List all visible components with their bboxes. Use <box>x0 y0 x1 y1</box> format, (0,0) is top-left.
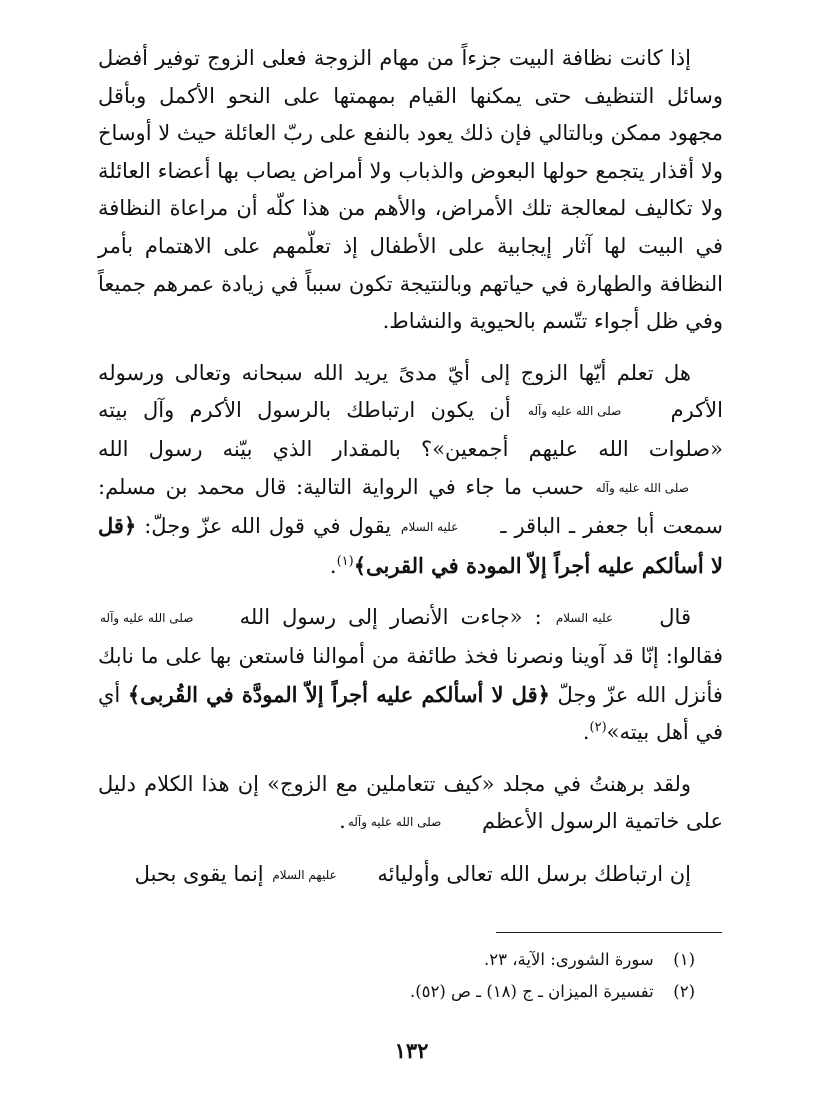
p5-text-a: إن ارتباطك برسل الله تعالى وأوليائه <box>377 861 691 886</box>
page-body <box>98 40 723 908</box>
footnote-number: (٢) <box>673 982 695 1001</box>
p2-text-a: هل تعلم أيّها الزوج إلى أيّ مدىً يريد الله سبحانه وتعالى ورسوله الأكرم <box>98 360 723 423</box>
footnote-number: (١) <box>673 950 695 969</box>
imams-honorific-icon: عليهم السلام <box>272 867 337 882</box>
p3-text-c: فقالوا: إنّا قد آوينا ونصرنا فخذ طائفة من أموالنا فاستعن بها على ما نابك فأنزل الله عزّ وجلّ <box>98 643 723 707</box>
paragraph-finality <box>98 766 723 842</box>
p2-text-c: حسب ما جاء في الرواية التالية: قال محمد بن مسلم: سمعت أبا جعفر ـ الباقر ـ <box>98 474 723 539</box>
footnote-separator <box>496 932 722 933</box>
p2-end: . <box>329 553 337 578</box>
footnote-item <box>98 944 723 976</box>
prophet-honorific-icon: صلى الله عليه وآله <box>527 404 622 419</box>
prophet-honorific-icon: صلى الله عليه وآله <box>100 611 194 626</box>
quran-quote: ﴿قل لا أسألكم عليه أجراً إلاّ المودة في القربى﴾ <box>98 513 723 578</box>
p2-text-b: أن يكون ارتباطك بالرسول الأكرم وآل بيته «صلوات الله عليهم أجمعين»؟ بالمقدار الذي بيّنه رسول الله <box>98 398 723 461</box>
footnotes <box>98 944 723 1008</box>
p2-text-d: يقول في قول الله عزّ وجلّ: <box>144 514 392 539</box>
footnote-ref-1[interactable]: (١) <box>336 553 354 569</box>
paragraph-ansar-narration <box>98 599 723 751</box>
p3-text-a: قال <box>659 605 691 630</box>
p3-text-d: أي في أهل بيته» <box>98 682 723 745</box>
prophet-honorific-icon: صلى الله عليه وآله <box>347 815 442 830</box>
quran-quote: ﴿قل لا أسألكم عليه أجراً إلاّ المودَّة في القُربى﴾ <box>127 681 550 707</box>
paragraph-cleanliness: إذا كانت نظافة البيت جزءاً من مهام الزوجة فعلى الزوج توفير أفضل وسائل التنظيف حتى يمكنها القيام بمهمتها على النحو الأكمل وبأقل مجهود ممكن وبالتالي فإن ذلك يعود بالنفع على ربّ العائلة حيث لا أوساخ ولا أقذار يتجمع حولها البعوض والذباب ولا أمراض يصاب بها أعضاء العائلة ولا تكاليف لمعالجة تلك الأمراض، والأهم من هذا كلّه أن مراعاة النظافة في البيت لها آثار إيجابية على الأطفال إذ تعلّمهم على الاهتمام بأمر النظافة والطهارة في حياتهم وبالنتيجة تكون سبباً في زيادة عمرهم جميعاً وفي ظل أجواء تتّسم بالحيوية والنشاط. <box>98 46 723 334</box>
p3-text-b: : «جاءت الأنصار إلى رسول الله <box>239 605 542 630</box>
footnote-ref-2[interactable]: (٢) <box>589 720 607 736</box>
page-number: ١٣٢ <box>394 1038 429 1063</box>
footnote-text: سورة الشورى: الآية، ٢٣. <box>484 950 654 969</box>
p4-text-a: ولقد برهنتُ في مجلد «كيف تتعاملين مع الزوج» إن هذا الكلام دليل على خاتمية الرسول الأعظم <box>98 771 723 834</box>
imam-honorific-icon: عليه السلام <box>555 611 614 626</box>
prophet-honorific-icon: صلى الله عليه وآله <box>595 480 689 495</box>
footnote-item <box>98 976 723 1008</box>
paragraph-connection <box>98 856 723 895</box>
p5-text-b: إنما يقوى بحبل <box>134 861 264 886</box>
p4-end: . <box>339 809 346 834</box>
paragraph-love-of-family <box>98 355 723 586</box>
imam-honorific-icon: عليه السلام <box>401 520 459 535</box>
p3-end: . <box>582 720 590 745</box>
footnote-text: تفسيرة الميزان ـ ج (١٨) ـ ص (٥٢). <box>409 982 654 1001</box>
